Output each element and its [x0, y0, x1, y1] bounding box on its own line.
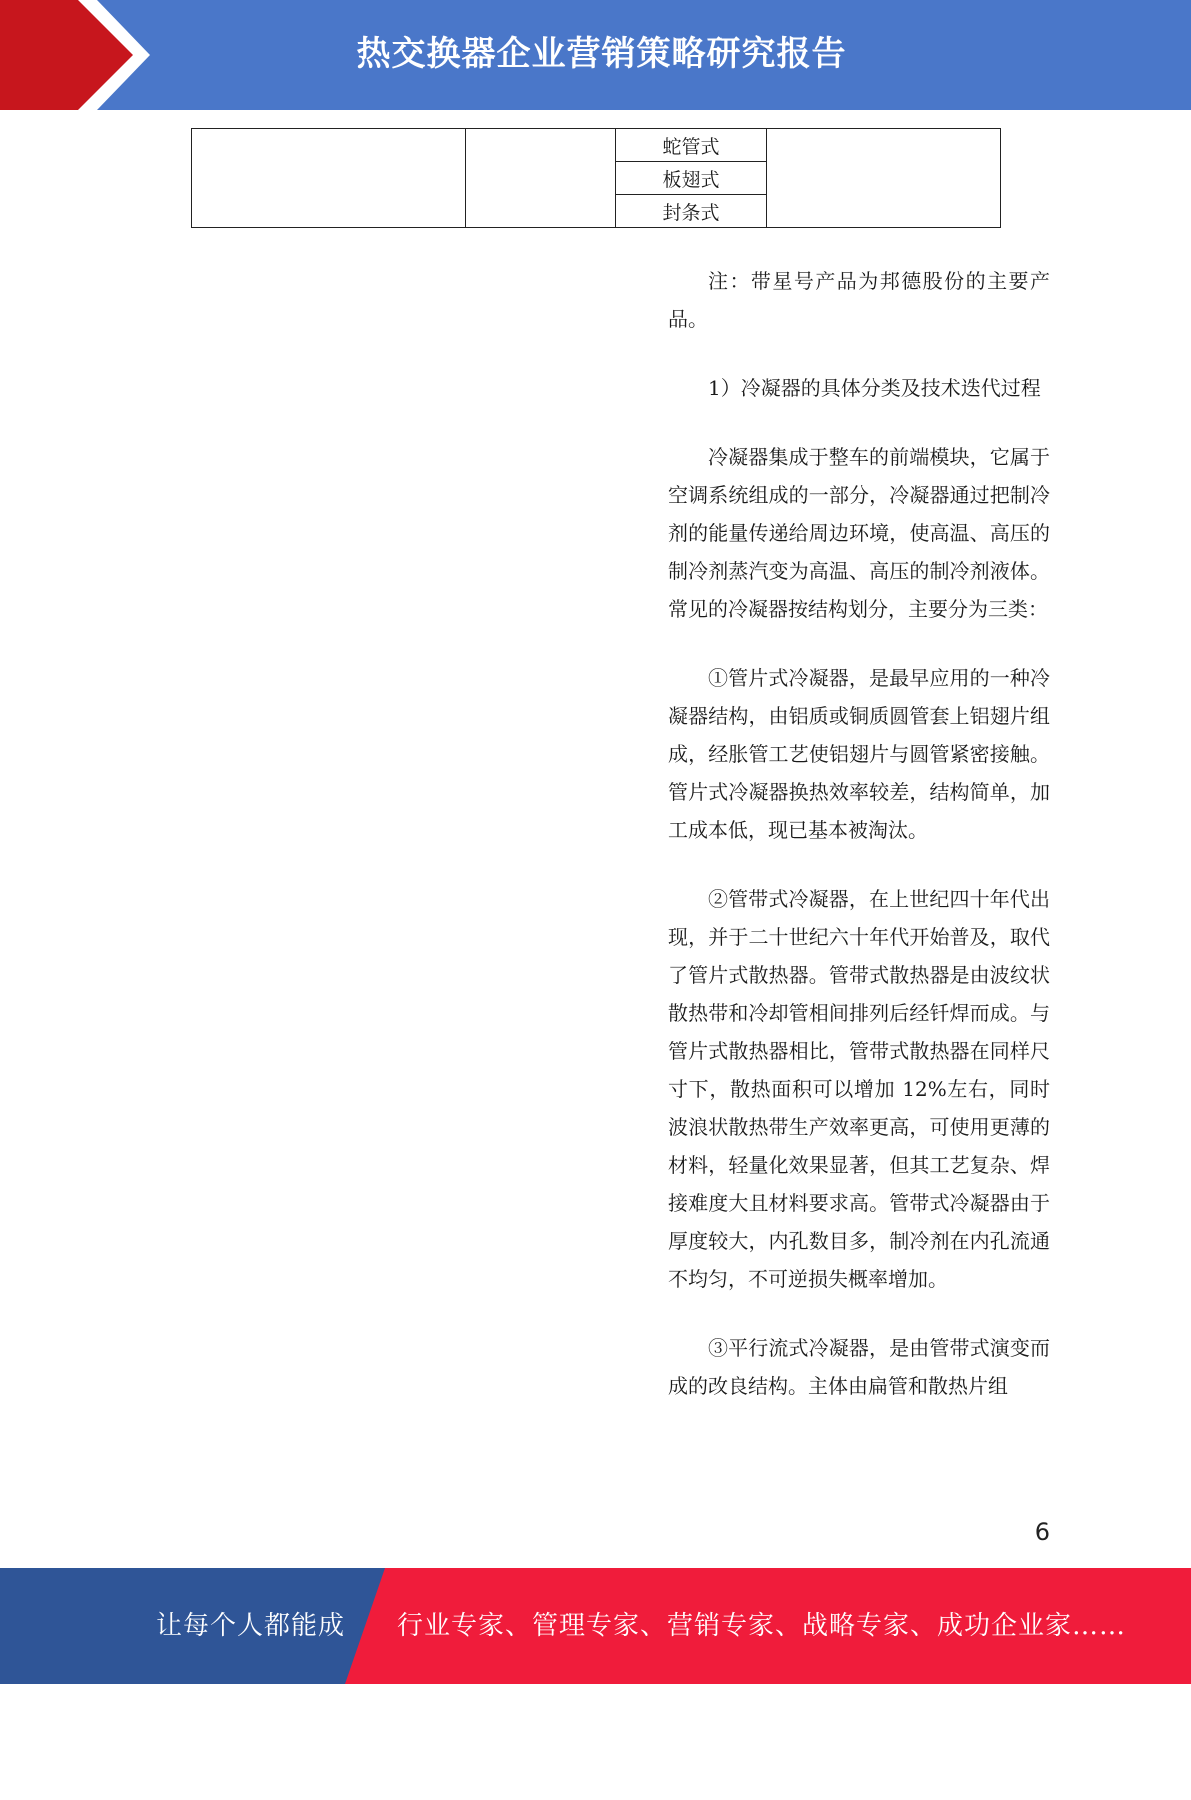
report-title: 热交换器企业营销策略研究报告: [356, 34, 847, 74]
product-classification-table: [191, 128, 1001, 228]
body-paragraph: 冷凝器集成于整车的前端模块，它属于空调系统组成的一部分，冷凝器通过把制冷剂的能量传递给周边环境，使高温、高压的制冷剂蒸汽变为高温、高压的制冷剂液体。常见的冷凝器按结构划分，主要分为三类：: [668, 445, 1050, 621]
body-paragraph: ②管带式冷凝器，在上世纪四十年代出现，并于二十世纪六十年代开始普及，取代了管片式散热器。管带式散热器是由波纹状散热带和冷却管相间排列后经钎焊而成。与管片式散热器相比，管带式散热器在同样尺寸下，散热面积可以增加 12%左右，同时波浪状散热带生产效率更高，可使用更薄的材料，轻量化效果显著，但其工艺复杂、焊接难度大且材料要求高。管带式冷凝器由于厚度较大，内孔数目多，制冷剂在内孔流通不均匀，不可逆损失概率增加。: [668, 887, 1050, 1291]
body-text-column: [668, 262, 1050, 1436]
table-cell-type: 板翅式: [616, 162, 767, 195]
page-footer: [0, 1568, 1191, 1757]
table-cell-empty: [767, 129, 1001, 228]
page-header: [0, 0, 1191, 110]
table-cell-empty: [466, 129, 616, 228]
footer-slogan-left-wrap: [0, 1568, 345, 1757]
note-paragraph: 注：带星号产品为邦德股份的主要产品。: [668, 269, 1050, 331]
body-paragraph: ③平行流式冷凝器，是由管带式演变而成的改良结构。主体由扁管和散热片组: [668, 1336, 1050, 1398]
page-number: 6: [1034, 1518, 1050, 1546]
table-cell-type: 蛇管式: [616, 129, 767, 162]
table-cell-empty: [192, 129, 466, 228]
footer-slogan-right: 行业专家、管理专家、营销专家、战略专家、成功企业家……: [397, 1611, 1127, 1641]
table-row: [192, 129, 1001, 162]
body-paragraph: ①管片式冷凝器，是最早应用的一种冷凝器结构，由铝质或铜质圆管套上铝翅片组成，经胀管工艺使铝翅片与圆管紧密接触。管片式冷凝器换热效率较差，结构简单，加工成本低，现已基本被淘汰。: [668, 666, 1050, 842]
footer-slogan-left: 让每个人都能成为: [155, 1611, 345, 1757]
section-heading: 1）冷凝器的具体分类及技术迭代过程: [708, 376, 1041, 400]
table-cell-type: 封条式: [616, 195, 767, 228]
